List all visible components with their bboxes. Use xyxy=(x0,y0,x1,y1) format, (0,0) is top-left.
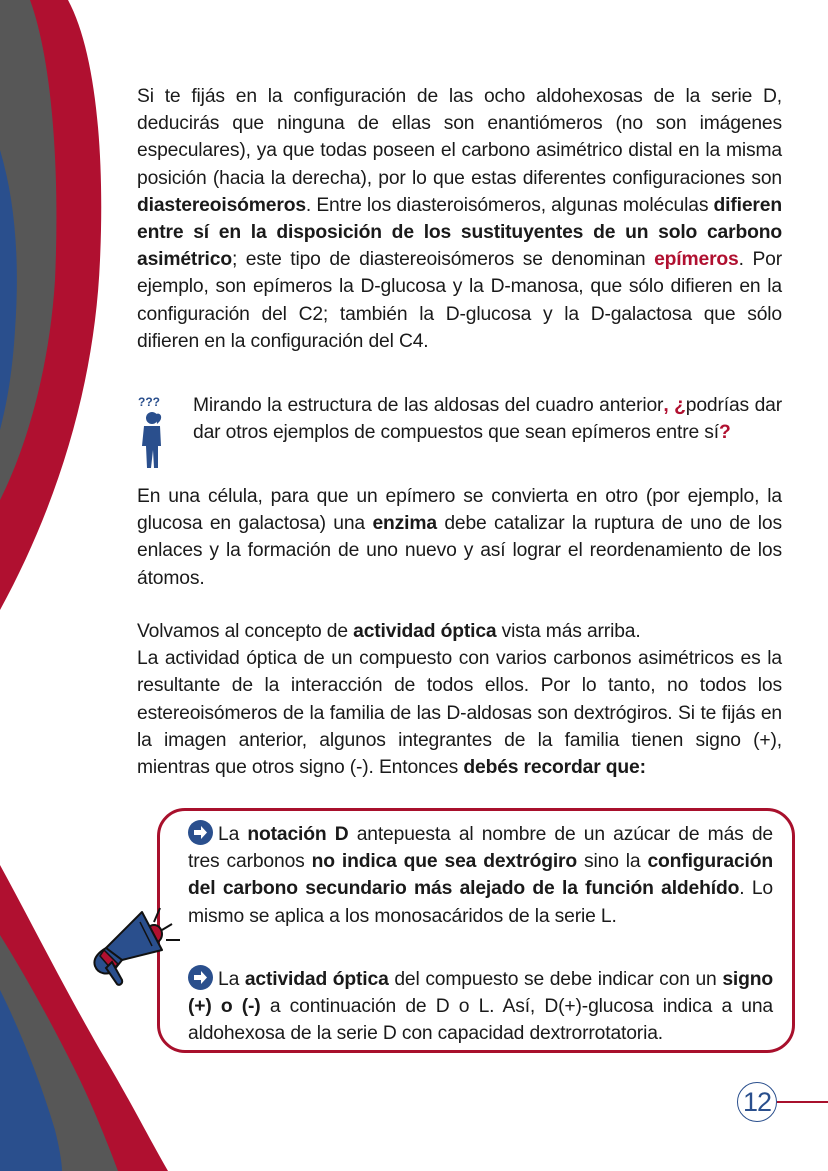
paragraph-epimers xyxy=(137,83,782,355)
ci1-bold-3: configuración del carbono secundario más alejado de la función aldehído xyxy=(188,851,774,900)
p1-text-1: Si te fijás en la configuración de las ocho aldohexosas de la serie D, deducirás que ninguna de ellas son enantiómeros (no son imágenes especulares), ya que todas poseen el carbono asimétrico distal en la misma posición (hacia la derecha), por lo que estas diferentes configuraciones son xyxy=(137,86,782,189)
ci1-text-4: . Lo mismo se aplica a los monosacáridos de la serie L. xyxy=(188,878,773,927)
ci2-bold-2: signo (+) o (-) xyxy=(188,969,773,1018)
ci2-text-1: La xyxy=(218,969,245,990)
arrow-right-circle-icon xyxy=(188,965,213,990)
p2-text-1: En una célula, para que un epímero se convierta en otro (por ejemplo, la glucosa en galactosa) una xyxy=(137,486,782,535)
p1-text-3: ; este tipo de diastereoisómeros se denominan xyxy=(231,249,655,271)
top-red-wave xyxy=(0,0,101,610)
question-text-2: podrías dar dar otros ejemplos de compuestos que sean epímeros entre sí xyxy=(193,395,783,444)
page-number-badge: 12 xyxy=(737,1082,777,1122)
reflection-question xyxy=(137,392,782,446)
p2-bold-enzima: enzima xyxy=(372,513,437,535)
callout-item-notation-d xyxy=(188,820,773,930)
p1-text-4: . Por ejemplo, son epímeros la D-glucosa y la D-manosa, que sólo difieren en la configuración del C2; también la D-glucosa y la D-galactosa que sólo difieren en la configuración del C4. xyxy=(137,249,783,352)
paragraph-optical-activity xyxy=(137,618,782,781)
megaphone-icon xyxy=(92,900,182,990)
ci1-text-3: sino la xyxy=(577,851,648,873)
ci2-bold-1: actividad óptica xyxy=(244,969,389,990)
p1-bold-definition: difieren entre sí en la disposición de los sustituyentes de un solo carbono asimétrico xyxy=(137,194,782,271)
callout-item-optical-sign xyxy=(188,965,773,1048)
p1-bold-diastereoisomeros: diastereoisómeros xyxy=(137,194,306,216)
page-number-line xyxy=(777,1101,828,1103)
ci2-text-2: del compuesto se debe indicar con un xyxy=(388,969,723,990)
p3-bold-remember: debés recordar que: xyxy=(463,757,646,779)
top-blue-wave xyxy=(0,150,17,430)
ci2-text-3: a continuación de D o L. Así, D(+)-glucosa indica a una aldohexosa de la serie D con capacidad dextrorrotatoria. xyxy=(188,996,773,1045)
ci1-bold-2: no indica que sea dextrógiro xyxy=(311,851,578,873)
p1-accent-epimeros: epímeros xyxy=(654,249,739,271)
ci1-bold-1: notación D xyxy=(247,824,349,845)
p3-line1-bold: actividad óptica xyxy=(353,621,497,642)
paragraph-enzyme xyxy=(137,483,782,592)
top-gray-wave xyxy=(0,0,56,500)
bottom-blue-wave xyxy=(0,990,62,1171)
remember-callout-box xyxy=(157,808,795,1053)
ci1-text-1: La xyxy=(218,824,248,845)
question-close-mark: ? xyxy=(718,422,731,444)
p3-line1-text-2: vista más arriba. xyxy=(496,621,641,642)
svg-text:???: ??? xyxy=(138,395,160,409)
thinking-person-icon xyxy=(137,394,169,470)
p3-line1-text-1: Volvamos al concepto de xyxy=(137,621,354,642)
p2-text-2: debe catalizar la ruptura de uno de los enlaces y la formación de uno nuevo y así lograr el reordenamiento de los átomos. xyxy=(137,513,783,589)
question-comma: , xyxy=(663,395,669,416)
ci1-text-2: antepuesta al nombre de un azúcar de más de tres carbonos xyxy=(188,824,773,873)
question-text-1: Mirando la estructura de las aldosas del cuadro anterior xyxy=(193,395,664,416)
arrow-right-circle-icon xyxy=(188,820,213,845)
p1-text-2: . Entre los diasteroisómeros, algunas moléculas xyxy=(305,194,714,216)
question-open-mark: ¿ xyxy=(674,395,686,416)
p3-text-1: La actividad óptica de un compuesto con varios carbonos asimétricos es la resultante de la interacción de todos ellos. Por lo tanto, no todos los estereoisómeros de la familia de las D-aldosas son dextrógiros. Si te fijás en la imagen anterior, algunos integrantes de la familia tienen signo (+), mientras que otros signo (-). Entonces xyxy=(137,648,782,779)
